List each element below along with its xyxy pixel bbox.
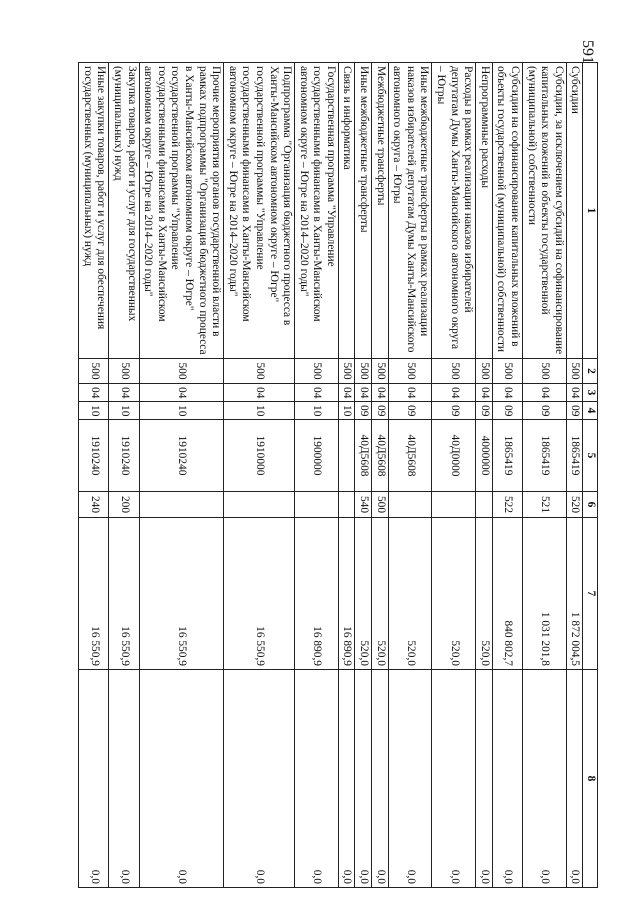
amount-cell: 840 802,7 (492, 518, 522, 670)
section-cell: 04 (432, 384, 476, 402)
amount-cell: 520,0 (372, 518, 389, 670)
row-name-cell: Государственная программа "Управление государственными финансами в Ханты-Мансийском автономном округе – Югре на 2014–2020 годы" (295, 63, 339, 359)
table-row (338, 63, 355, 888)
section-cell: 04 (476, 384, 493, 402)
amount-2-cell: 0,0 (372, 670, 389, 888)
target-article-cell: 1865419 (523, 420, 567, 492)
header-cell: 8 (583, 670, 598, 888)
expense-type-cell: 522 (492, 492, 522, 518)
row-name-cell: Подпрограмма "Организация бюджетного процесса в Ханты-Мансийском автономном округе – Югре" государственной программы "Управление государственными финансами в Ханты-Мансийском автономном округе – Югре на 2014–2020 годы" (224, 63, 295, 359)
header-row (583, 63, 598, 888)
table-row (372, 63, 389, 888)
rotated-page (78, 62, 598, 887)
code-cell: 500 (432, 359, 476, 384)
header-cell: 4 (583, 402, 598, 420)
budget-table (78, 62, 598, 888)
subsection-cell: 10 (139, 402, 224, 420)
code-cell: 500 (79, 359, 109, 384)
code-cell: 500 (355, 359, 372, 384)
page-number: 591 (579, 40, 596, 64)
target-article-cell: 1865419 (566, 420, 583, 492)
header-cell: 5 (583, 420, 598, 492)
row-name-cell: Непрограммные расходы (476, 63, 493, 359)
header-cell: 1 (583, 63, 598, 359)
amount-cell: 16 550,9 (79, 518, 109, 670)
amount-2-cell: 0,0 (566, 670, 583, 888)
subsection-cell: 10 (79, 402, 109, 420)
section-cell: 04 (372, 384, 389, 402)
subsection-cell: 09 (523, 402, 567, 420)
row-name-cell: Иные межбюджетные трансферты в рамках реализации наказов избирателей депутатам Думы Ханты-Мансийского автономного округа – Югры (388, 63, 432, 359)
target-article-cell: 40Д0000 (432, 420, 476, 492)
row-name-cell: Связь и информатика (338, 63, 355, 359)
expense-type-cell (388, 492, 432, 518)
header-cell: 7 (583, 518, 598, 670)
subsection-cell: 09 (388, 402, 432, 420)
target-article-cell: 40Д5608 (372, 420, 389, 492)
header-cell: 6 (583, 492, 598, 518)
target-article-cell: 40Д5608 (388, 420, 432, 492)
code-cell: 500 (476, 359, 493, 384)
amount-2-cell: 0,0 (492, 670, 522, 888)
code-cell: 500 (523, 359, 567, 384)
subsection-cell: 09 (355, 402, 372, 420)
section-cell: 04 (566, 384, 583, 402)
section-cell: 04 (492, 384, 522, 402)
target-article-cell: 1865419 (492, 420, 522, 492)
expense-type-cell: 520 (566, 492, 583, 518)
table-row (355, 63, 372, 888)
amount-2-cell: 0,0 (295, 670, 339, 888)
code-cell: 500 (224, 359, 295, 384)
expense-type-cell (476, 492, 493, 518)
amount-2-cell: 0,0 (476, 670, 493, 888)
section-cell: 04 (224, 384, 295, 402)
table-row (79, 63, 109, 888)
amount-cell: 1 031 201,8 (523, 518, 567, 670)
amount-cell: 16 890,9 (338, 518, 355, 670)
row-name-cell: Закупка товаров, работ и услуг для государственных (муниципальных) нужд (109, 63, 139, 359)
subsection-cell: 09 (566, 402, 583, 420)
row-name-cell: Межбюджетные трансферты (372, 63, 389, 359)
expense-type-cell: 521 (523, 492, 567, 518)
expense-type-cell: 240 (79, 492, 109, 518)
section-cell: 04 (295, 384, 339, 402)
amount-2-cell: 0,0 (338, 670, 355, 888)
amount-2-cell: 0,0 (432, 670, 476, 888)
amount-cell: 520,0 (388, 518, 432, 670)
code-cell: 500 (372, 359, 389, 384)
code-cell: 500 (388, 359, 432, 384)
table-row (523, 63, 567, 888)
expense-type-cell: 500 (372, 492, 389, 518)
subsection-cell: 10 (338, 402, 355, 420)
code-cell: 500 (566, 359, 583, 384)
expense-type-cell (432, 492, 476, 518)
subsection-cell: 09 (492, 402, 522, 420)
amount-cell: 1 872 004,5 (566, 518, 583, 670)
section-cell: 04 (139, 384, 224, 402)
code-cell: 500 (295, 359, 339, 384)
table-row (295, 63, 339, 888)
subsection-cell: 09 (432, 402, 476, 420)
code-cell: 500 (492, 359, 522, 384)
section-cell: 04 (109, 384, 139, 402)
table-row (139, 63, 224, 888)
subsection-cell: 10 (295, 402, 339, 420)
amount-2-cell: 0,0 (224, 670, 295, 888)
target-article-cell: 1910240 (139, 420, 224, 492)
amount-2-cell: 0,0 (109, 670, 139, 888)
table-row (566, 63, 583, 888)
amount-cell: 16 550,9 (139, 518, 224, 670)
section-cell: 04 (79, 384, 109, 402)
section-cell: 04 (355, 384, 372, 402)
row-name-cell: Иные закупки товаров, работ и услуг для обеспечения государственных (муниципальных) нужд (79, 63, 109, 359)
expense-type-cell: 200 (109, 492, 139, 518)
table-row (492, 63, 522, 888)
target-article-cell: 1910240 (79, 420, 109, 492)
table-body (79, 63, 598, 888)
row-name-cell: Расходы в рамках реализации наказов избирателей депутатам Думы Ханты-Мансийского автономного округа – Югры (432, 63, 476, 359)
row-name-cell: Иные межбюджетные трансферты (355, 63, 372, 359)
amount-cell: 16 550,9 (224, 518, 295, 670)
section-cell: 04 (388, 384, 432, 402)
row-name-cell: Прочие мероприятия органов государственной власти в рамках подпрограммы "Организация бюджетного процесса в Ханты-Мансийском автономном округе – Югре" государственной программы "Управление государственными финансами в Ханты-Мансийском автономном округе – Югре на 2014–2020 годы" (139, 63, 224, 359)
header-cell: 2 (583, 359, 598, 384)
table-row (476, 63, 493, 888)
target-article-cell: 4000000 (476, 420, 493, 492)
target-article-cell: 40Д5608 (355, 420, 372, 492)
expense-type-cell (338, 492, 355, 518)
section-cell: 04 (338, 384, 355, 402)
amount-2-cell: 0,0 (79, 670, 109, 888)
expense-type-cell: 540 (355, 492, 372, 518)
amount-2-cell: 0,0 (388, 670, 432, 888)
table-row (432, 63, 476, 888)
subsection-cell: 10 (109, 402, 139, 420)
subsection-cell: 09 (476, 402, 493, 420)
amount-cell: 16 550,9 (109, 518, 139, 670)
subsection-cell: 10 (224, 402, 295, 420)
row-name-cell: Субсидии на софинансирование капитальных вложений в объекты государственной (муниципальной) собственности (492, 63, 522, 359)
table-row (388, 63, 432, 888)
row-name-cell: Субсидии (566, 63, 583, 359)
table-row (109, 63, 139, 888)
expense-type-cell (224, 492, 295, 518)
amount-cell: 520,0 (355, 518, 372, 670)
subsection-cell: 09 (372, 402, 389, 420)
amount-2-cell: 0,0 (139, 670, 224, 888)
target-article-cell (338, 420, 355, 492)
row-name-cell: Субсидии, за исключением субсидий на софинансирование капитальных вложений в объекты государственной (муниципальной) собственности (523, 63, 567, 359)
amount-cell: 520,0 (476, 518, 493, 670)
amount-cell: 520,0 (432, 518, 476, 670)
amount-2-cell: 0,0 (355, 670, 372, 888)
table-row (224, 63, 295, 888)
target-article-cell: 1910240 (109, 420, 139, 492)
target-article-cell: 1900000 (295, 420, 339, 492)
amount-cell: 16 890,9 (295, 518, 339, 670)
target-article-cell: 1910000 (224, 420, 295, 492)
expense-type-cell (295, 492, 339, 518)
code-cell: 500 (109, 359, 139, 384)
section-cell: 04 (523, 384, 567, 402)
code-cell: 500 (139, 359, 224, 384)
amount-2-cell: 0,0 (523, 670, 567, 888)
expense-type-cell (139, 492, 224, 518)
header-cell: 3 (583, 384, 598, 402)
code-cell: 500 (338, 359, 355, 384)
